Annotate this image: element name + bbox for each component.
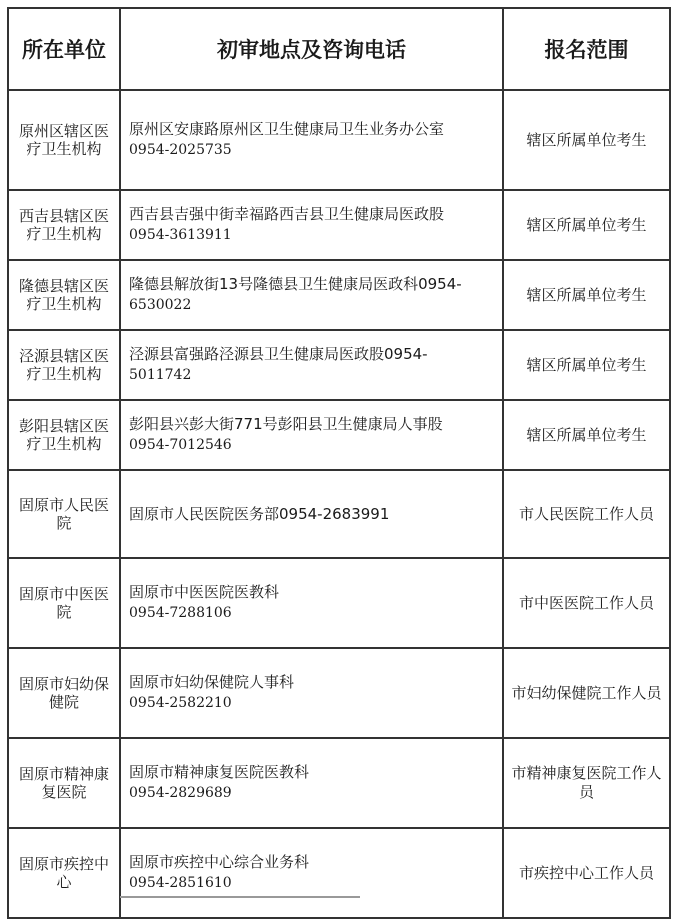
address-cell [120, 648, 503, 738]
scope-cell: 辖区所属单位考生 [503, 260, 670, 330]
phone-text: 5011742 [129, 367, 192, 383]
unit-cell: 泾源县辖区医疗卫生机构 [8, 330, 120, 400]
scope-cell: 辖区所属单位考生 [503, 90, 670, 190]
table-row [8, 260, 670, 330]
phone-text: 0954-2829689 [129, 785, 232, 801]
phone-text: 0954-7288106 [129, 605, 232, 621]
table-row [8, 330, 670, 400]
header-unit: 所在单位 [8, 8, 120, 90]
table-header-row [8, 8, 670, 90]
unit-cell: 固原市精神康复医院 [8, 738, 120, 828]
unit-cell: 西吉县辖区医疗卫生机构 [8, 190, 120, 260]
table-row [8, 190, 670, 260]
scope-cell: 辖区所属单位考生 [503, 400, 670, 470]
phone-text: 0954-2025735 [129, 142, 232, 158]
header-address-phone: 初审地点及咨询电话 [120, 8, 503, 90]
table-row [8, 558, 670, 648]
address-cell [120, 90, 503, 190]
address-cell [120, 470, 503, 558]
phone-text: 0954-3613911 [129, 227, 232, 243]
table-row [8, 738, 670, 828]
address-text: 彭阳县兴彭大街771号彭阳县卫生健康局人事股 [129, 415, 443, 433]
registration-table [7, 7, 671, 919]
table-row [8, 648, 670, 738]
address-text: 隆德县解放街13号隆德县卫生健康局医政科0954- [129, 275, 462, 293]
phone-text: 0954-7012546 [129, 437, 232, 453]
address-cell [120, 330, 503, 400]
address-text: 原州区安康路原州区卫生健康局卫生业务办公室 [129, 120, 445, 138]
address-cell [120, 828, 503, 918]
phone-text: 0954-2851610 [129, 875, 232, 891]
phone-text: 6530022 [129, 297, 192, 313]
address-text: 固原市妇幼保健院人事科 [129, 673, 295, 691]
table-row [8, 470, 670, 558]
header-scope: 报名范围 [503, 8, 670, 90]
address-cell [120, 738, 503, 828]
address-cell [120, 260, 503, 330]
scope-cell: 市疾控中心工作人员 [503, 828, 670, 918]
unit-cell: 固原市妇幼保健院 [8, 648, 120, 738]
registration-table-container [7, 7, 669, 919]
address-text: 泾源县富强路泾源县卫生健康局医政股0954- [129, 345, 428, 363]
address-text: 固原市人民医院医务部0954-2683991 [129, 504, 390, 523]
unit-cell: 固原市疾控中心 [8, 828, 120, 918]
unit-cell: 彭阳县辖区医疗卫生机构 [8, 400, 120, 470]
scope-cell: 市中医医院工作人员 [503, 558, 670, 648]
bottom-divider [120, 896, 360, 898]
address-text: 固原市精神康复医院医教科 [129, 763, 310, 781]
address-cell [120, 400, 503, 470]
unit-cell: 隆德县辖区医疗卫生机构 [8, 260, 120, 330]
address-cell [120, 190, 503, 260]
address-text: 西吉县吉强中街幸福路西吉县卫生健康局医政股 [129, 205, 445, 223]
table-row [8, 828, 670, 918]
table-row [8, 90, 670, 190]
scope-cell: 辖区所属单位考生 [503, 330, 670, 400]
scope-cell: 市妇幼保健院工作人员 [503, 648, 670, 738]
address-cell [120, 558, 503, 648]
phone-text: 0954-2582210 [129, 695, 232, 711]
scope-cell: 市人民医院工作人员 [503, 470, 670, 558]
table-row [8, 400, 670, 470]
address-text: 固原市疾控中心综合业务科 [129, 853, 310, 871]
scope-cell: 辖区所属单位考生 [503, 190, 670, 260]
unit-cell: 原州区辖区医疗卫生机构 [8, 90, 120, 190]
scope-cell: 市精神康复医院工作人员 [503, 738, 670, 828]
unit-cell: 固原市中医医院 [8, 558, 120, 648]
address-text: 固原市中医医院医教科 [129, 583, 280, 601]
unit-cell: 固原市人民医院 [8, 470, 120, 558]
